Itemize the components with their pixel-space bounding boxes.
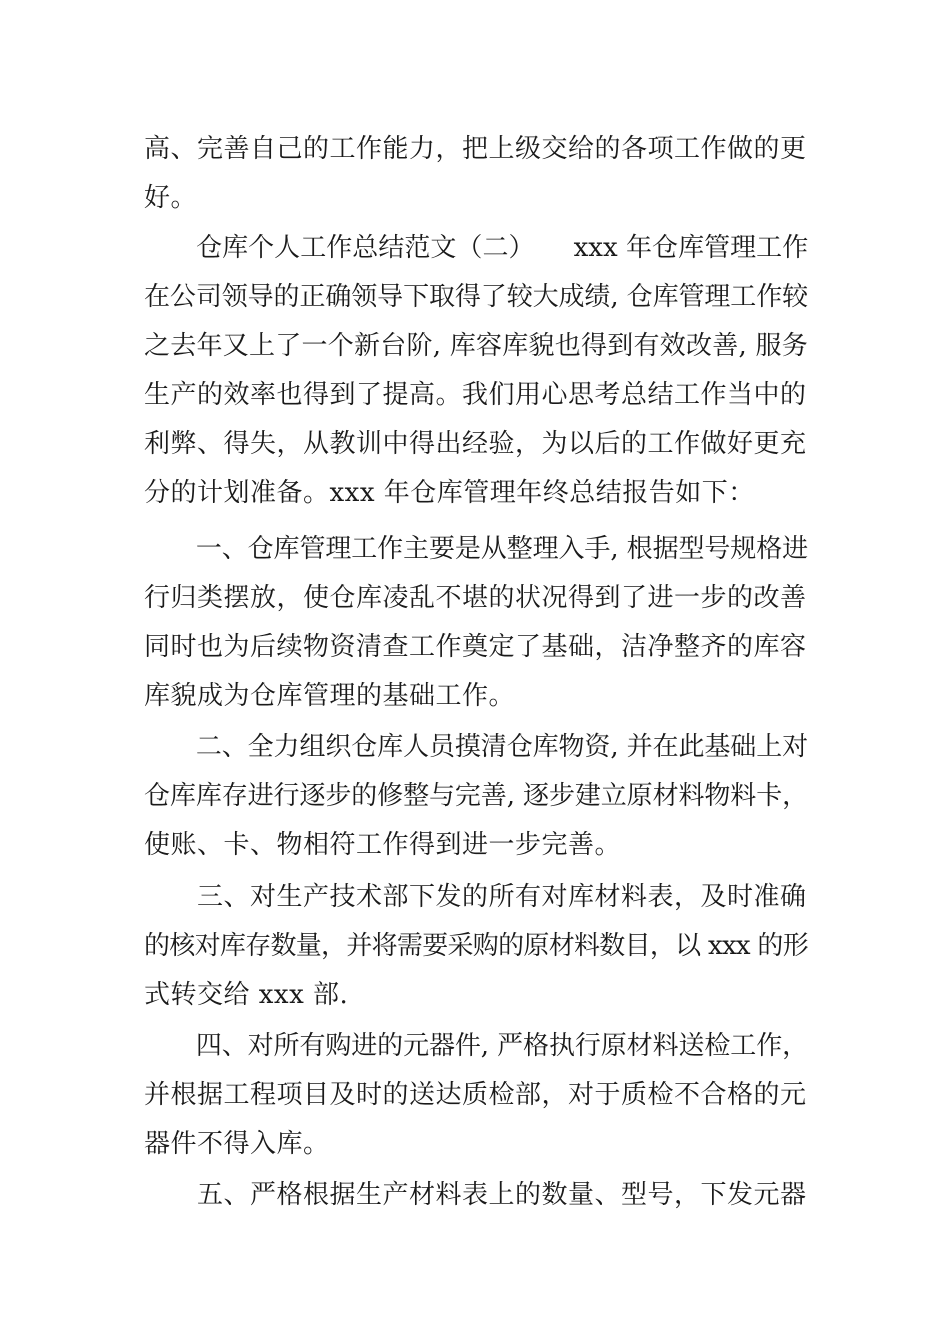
- text-line: 仓库库存进行逐步的修整与完善, 逐步建立原材料物料卡，: [144, 781, 809, 811]
- text-line: 之去年又上了一个新台阶, 库容库貌也得到有效改善, 服务: [144, 331, 809, 361]
- text-line: 并根据工程项目及时的送达质检部，对于质检不合格的元: [144, 1080, 807, 1110]
- text-line: 好。: [144, 183, 198, 213]
- text-line: 式转交给 xxx 部.: [144, 980, 349, 1010]
- paragraph-6: [144, 1171, 808, 1220]
- text-line: 使账、卡、物相符工作得到进一步完善。: [144, 830, 622, 860]
- paragraph-4: [144, 873, 808, 1020]
- text-line: 行归类摆放，使仓库凌乱不堪的状况得到了进一步的改善: [144, 583, 807, 613]
- paragraph-3: [144, 723, 808, 870]
- text-line: 二、全力组织仓库人员摸清仓库物资, 并在此基础上对: [144, 732, 809, 762]
- text-line: 五、严格根据生产材料表上的数量、型号，下发元器: [144, 1180, 807, 1210]
- paragraph-5: [144, 1022, 808, 1169]
- text-line: 的核对库存数量，并将需要采购的原材料数目，以 xxx 的形: [144, 931, 809, 961]
- text-line: 器件不得入库。: [144, 1129, 330, 1159]
- text-line: 仓库个人工作总结范文（二） xxx 年仓库管理工作: [144, 233, 809, 263]
- text-line: 高、完善自己的工作能力，把上级交给的各项工作做的更: [144, 134, 807, 164]
- text-line: 在公司领导的正确领导下取得了较大成绩, 仓库管理工作较: [144, 282, 809, 312]
- text-line: 同时也为后续物资清查工作奠定了基础，洁净整齐的库容: [144, 632, 807, 662]
- text-line: 分的计划准备。xxx 年仓库管理年终总结报告如下：: [144, 478, 755, 508]
- text-line: 利弊、得失，从教训中得出经验，为以后的工作做好更充: [144, 429, 807, 459]
- paragraph-2: [144, 525, 808, 721]
- text-line: 四、对所有购进的元器件, 严格执行原材料送检工作，: [144, 1031, 809, 1061]
- paragraph-0: [144, 125, 808, 223]
- text-line: 库貌成为仓库管理的基础工作。: [144, 681, 516, 711]
- text-line: 生产的效率也得到了提高。我们用心思考总结工作当中的: [144, 380, 807, 410]
- text-line: 一、仓库管理工作主要是从整理入手, 根据型号规格进: [144, 534, 809, 564]
- text-line: 三、对生产技术部下发的所有对库材料表，及时准确: [144, 882, 807, 912]
- paragraph-1: [144, 224, 808, 518]
